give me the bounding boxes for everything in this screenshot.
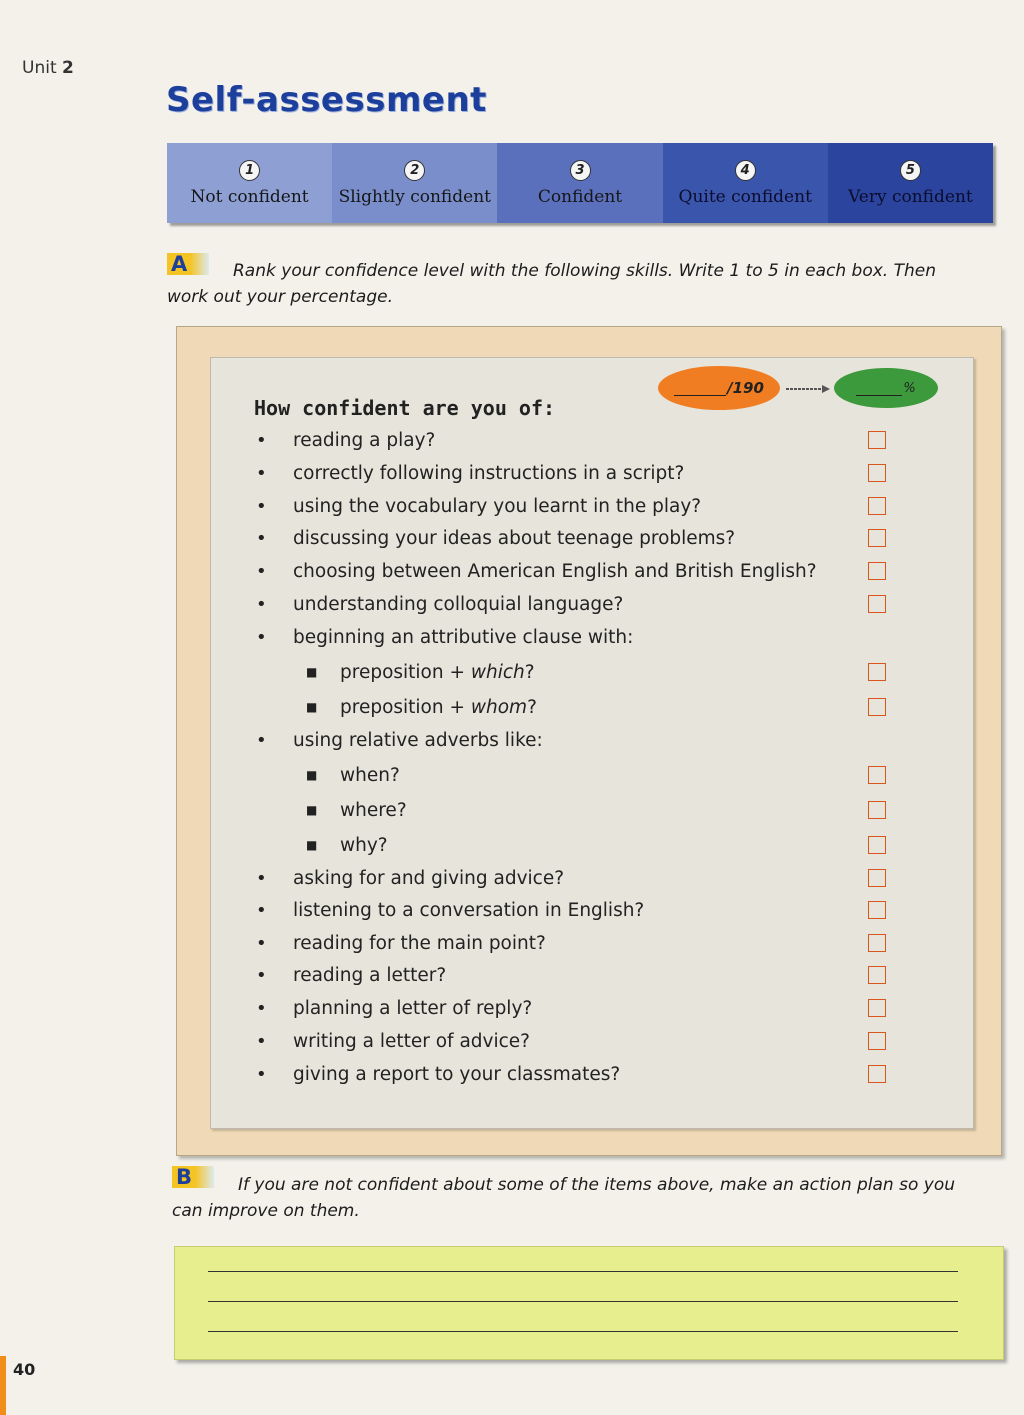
skill-text: reading for the main point? <box>293 932 546 954</box>
score-percent-label: % <box>903 380 916 396</box>
skill-text: planning a letter of reply? <box>293 997 533 1019</box>
skill-item <box>250 795 900 825</box>
rating-checkbox[interactable] <box>868 766 886 784</box>
skill-item <box>250 491 900 521</box>
skill-text: reading a play? <box>293 429 436 451</box>
skill-item <box>250 657 900 687</box>
skill-item <box>250 928 900 958</box>
rating-checkbox[interactable] <box>868 464 886 482</box>
skill-item <box>250 622 900 652</box>
unit-number: 2 <box>62 58 74 78</box>
rating-checkbox[interactable] <box>868 1065 886 1083</box>
arrow-right-icon <box>786 384 830 394</box>
scale-number-badge: 1 <box>239 160 260 181</box>
skill-item <box>250 1059 900 1089</box>
scale-number-badge: 2 <box>404 160 425 181</box>
skill-item <box>250 589 900 619</box>
bullet-icon: • <box>256 626 267 648</box>
skill-item <box>250 458 900 488</box>
bullet-icon: • <box>256 997 267 1019</box>
bullet-icon: • <box>256 495 267 517</box>
bullet-icon: • <box>256 932 267 954</box>
confidence-scale <box>167 143 993 223</box>
score-total-oval[interactable] <box>658 366 780 410</box>
percent-blank <box>856 381 902 396</box>
bullet-icon: • <box>256 462 267 484</box>
action-plan-line[interactable] <box>208 1331 958 1332</box>
scale-item-1 <box>167 143 332 223</box>
section-a-instruction: Rank your confidence level with the following skills. Write 1 to 5 in each box. Then work out your percentage. <box>167 261 937 307</box>
rating-checkbox[interactable] <box>868 966 886 984</box>
section-a-badge: A <box>167 253 209 275</box>
rating-checkbox[interactable] <box>868 595 886 613</box>
square-bullet-icon: ■ <box>306 700 318 714</box>
rating-checkbox[interactable] <box>868 836 886 854</box>
bullet-icon: • <box>256 429 267 451</box>
action-plan-box[interactable] <box>174 1246 1004 1360</box>
skill-text: asking for and giving advice? <box>293 867 565 889</box>
bullet-icon: • <box>256 867 267 889</box>
skill-text: where? <box>340 799 407 821</box>
square-bullet-icon: ■ <box>306 838 318 852</box>
square-bullet-icon: ■ <box>306 803 318 817</box>
bullet-icon: • <box>256 964 267 986</box>
skill-text: why? <box>340 834 388 856</box>
checklist-heading: How confident are you of: <box>254 396 556 420</box>
skill-text: reading a letter? <box>293 964 447 986</box>
square-bullet-icon: ■ <box>306 665 318 679</box>
rating-checkbox[interactable] <box>868 663 886 681</box>
scale-item-3 <box>497 143 662 223</box>
skill-item <box>250 895 900 925</box>
skill-text: using relative adverbs like: <box>293 729 543 751</box>
rating-checkbox[interactable] <box>868 698 886 716</box>
skill-text: preposition + whom? <box>340 696 537 718</box>
skill-text: giving a report to your classmates? <box>293 1063 621 1085</box>
bullet-icon: • <box>256 899 267 921</box>
skill-item <box>250 1026 900 1056</box>
rating-checkbox[interactable] <box>868 869 886 887</box>
rating-checkbox[interactable] <box>868 529 886 547</box>
skill-item <box>250 523 900 553</box>
scale-label: Not confident <box>190 186 309 207</box>
skill-text: listening to a conversation in English? <box>293 899 645 921</box>
skill-text: writing a letter of advice? <box>293 1030 530 1052</box>
skill-text: using the vocabulary you learnt in the play? <box>293 495 702 517</box>
skill-text: when? <box>340 764 400 786</box>
scale-label: Quite confident <box>678 186 812 207</box>
rating-checkbox[interactable] <box>868 801 886 819</box>
skill-item <box>250 692 900 722</box>
page-title: Self-assessment <box>166 80 487 120</box>
skill-text: understanding colloquial language? <box>293 593 624 615</box>
skill-text: correctly following instructions in a script? <box>293 462 685 484</box>
rating-checkbox[interactable] <box>868 934 886 952</box>
scale-label: Slightly confident <box>338 186 491 207</box>
skill-item <box>250 760 900 790</box>
scale-number-badge: 4 <box>735 160 756 181</box>
bullet-icon: • <box>256 527 267 549</box>
score-percent-oval[interactable] <box>834 368 938 408</box>
unit-word: Unit <box>22 58 57 78</box>
scale-number-badge: 3 <box>570 160 591 181</box>
section-b-badge: B <box>172 1166 214 1188</box>
skill-text: discussing your ideas about teenage problems? <box>293 527 736 549</box>
skill-text: beginning an attributive clause with: <box>293 626 634 648</box>
section-b-instruction: If you are not confident about some of the items above, make an action plan so you can improve on them. <box>172 1175 956 1221</box>
action-plan-line[interactable] <box>208 1271 958 1272</box>
skill-item <box>250 725 900 755</box>
score-total-label: /190 <box>727 379 764 397</box>
rating-checkbox[interactable] <box>868 431 886 449</box>
rating-checkbox[interactable] <box>868 497 886 515</box>
scale-item-2 <box>332 143 497 223</box>
score-blank <box>674 381 726 396</box>
scale-item-4 <box>663 143 828 223</box>
scale-number-badge: 5 <box>900 160 921 181</box>
skill-item <box>250 556 900 586</box>
bullet-icon: • <box>256 729 267 751</box>
rating-checkbox[interactable] <box>868 1032 886 1050</box>
bullet-icon: • <box>256 560 267 582</box>
square-bullet-icon: ■ <box>306 768 318 782</box>
scale-label: Confident <box>537 186 623 207</box>
skill-text: choosing between American English and British English? <box>293 560 817 582</box>
unit-label <box>22 58 74 78</box>
bullet-icon: • <box>256 593 267 615</box>
skill-item <box>250 960 900 990</box>
bullet-icon: • <box>256 1030 267 1052</box>
rating-checkbox[interactable] <box>868 562 886 580</box>
skill-item <box>250 830 900 860</box>
bullet-icon: • <box>256 1063 267 1085</box>
scale-label: Very confident <box>848 186 973 207</box>
skill-item <box>250 425 900 455</box>
action-plan-line[interactable] <box>208 1301 958 1302</box>
skill-item <box>250 993 900 1023</box>
page-number: 40 <box>13 1360 36 1379</box>
rating-checkbox[interactable] <box>868 901 886 919</box>
rating-checkbox[interactable] <box>868 999 886 1017</box>
skill-text: preposition + which? <box>340 661 535 683</box>
scale-item-5 <box>828 143 993 223</box>
skill-item <box>250 863 900 893</box>
